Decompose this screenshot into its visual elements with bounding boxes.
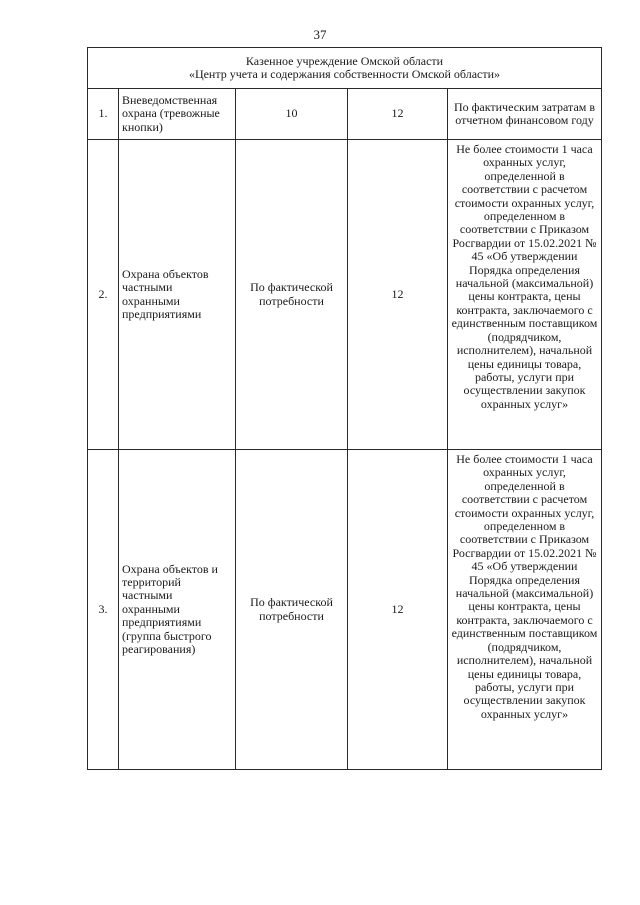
- requirements-table: [87, 47, 602, 770]
- organization-header: [88, 48, 602, 89]
- service-quantity: 12: [348, 89, 448, 140]
- service-quantity: 12: [348, 450, 448, 770]
- service-norm: По фактической потребности: [236, 450, 348, 770]
- service-quantity: 12: [348, 140, 448, 450]
- service-name: Охрана объектов и территорий частными охранными предприятиями (группа быстрого реагирования): [119, 450, 236, 770]
- service-price: По фактическим затратам в отчетном финансовом году: [448, 89, 602, 140]
- table-row: [88, 140, 602, 450]
- service-price: Не более стоимости 1 часа охранных услуг, определенной в соответствии с расчетом стоимости охранных услуг, определенном в соответствии с Приказом Росгвардии от 15.02.2021 № 45 «Об утверждении Порядка определения начальной (максимальной) цены контракта, цены контракта, заключаемого с единственным поставщиком (подрядчиком, исполнителем), начальной цены единицы товара, работы, услуги при осуществлении закупок охранных услуг»: [448, 140, 602, 450]
- service-price: Не более стоимости 1 часа охранных услуг, определенной в соответствии с расчетом стоимости охранных услуг, определенном в соответствии с Приказом Росгвардии от 15.02.2021 № 45 «Об утверждении Порядка определения начальной (максимальной) цены контракта, цены контракта, заключаемого с единственным поставщиком (подрядчиком, исполнителем), начальной цены единицы товара, работы, услуги при осуществлении закупок охранных услуг»: [448, 450, 602, 770]
- row-number: 2.: [88, 140, 119, 450]
- service-norm: По фактической потребности: [236, 140, 348, 450]
- page-number: 37: [313, 27, 327, 42]
- service-name: Охрана объектов частными охранными предприятиями: [119, 140, 236, 450]
- table-header-row: [88, 48, 602, 89]
- service-norm: 10: [236, 89, 348, 140]
- table-row: [88, 450, 602, 770]
- service-name: Вневедомственная охрана (тревожные кнопки): [119, 89, 236, 140]
- row-number: 3.: [88, 450, 119, 770]
- organization-line-1: Казенное учреждение Омской области: [245, 53, 444, 68]
- table-row: [88, 89, 602, 140]
- row-number: 1.: [88, 89, 119, 140]
- organization-line-2: «Центр учета и содержания собственности Омской области»: [188, 67, 501, 81]
